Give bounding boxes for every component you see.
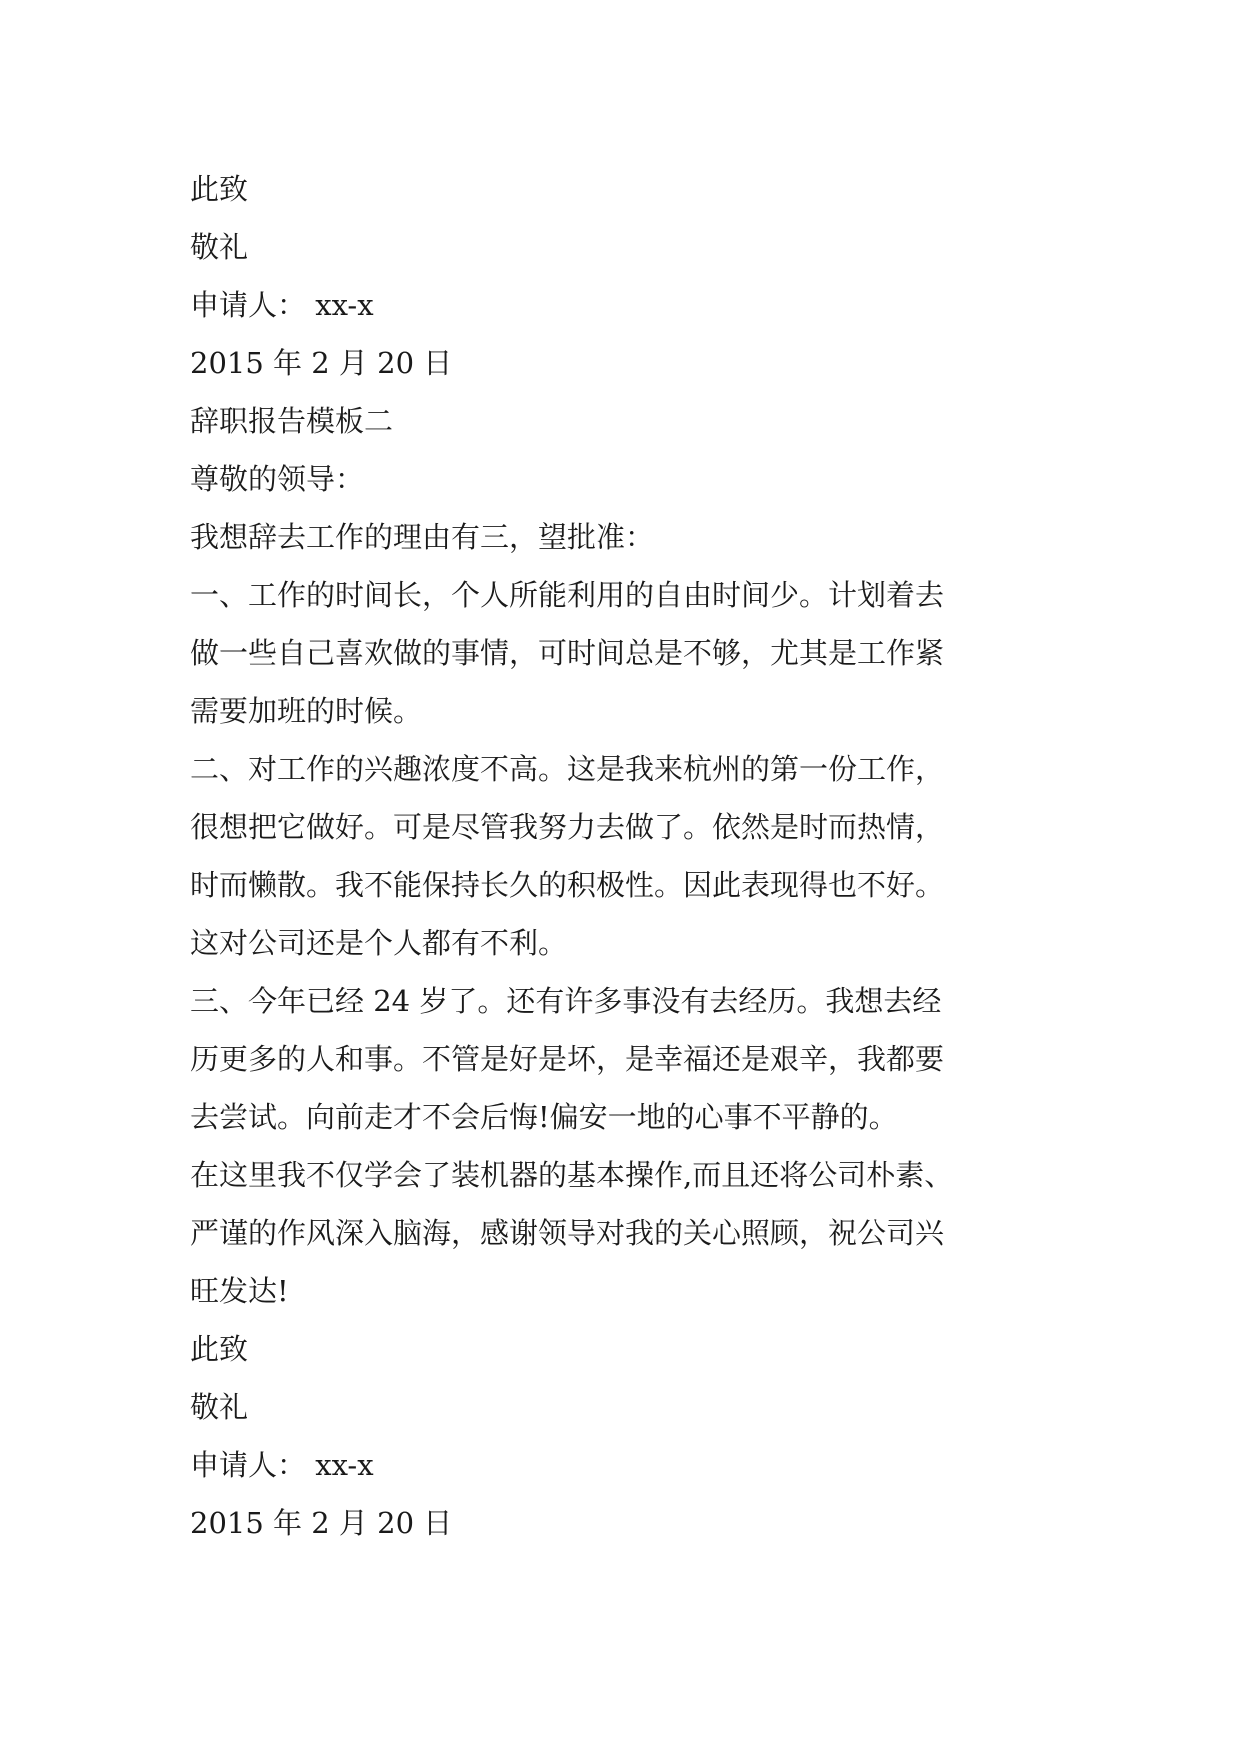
applicant-line: 申请人： xx-x	[190, 1448, 374, 1482]
closing-phrase: 此致	[190, 1332, 249, 1366]
salutation: 敬礼	[190, 230, 249, 264]
body-line: 很想把它做好。可是尽管我努力去做了。依然是时而热情，	[190, 810, 945, 844]
section-title: 辞职报告模板二	[190, 404, 394, 438]
document-body	[190, 160, 1060, 1552]
date-line: 2015 年 2 月 20 日	[190, 346, 453, 380]
body-line: 这对公司还是个人都有不利。	[190, 926, 568, 960]
applicant-line: 申请人： xx-x	[190, 288, 374, 322]
body-line: 需要加班的时候。	[190, 694, 423, 728]
date-line: 2015 年 2 月 20 日	[190, 1506, 453, 1540]
body-line: 历更多的人和事。不管是好是坏，是幸福还是艰辛，我都要	[190, 1042, 945, 1076]
body-line: 时而懒散。我不能保持长久的积极性。因此表现得也不好。	[190, 868, 945, 902]
body-line: 在这里我不仅学会了装机器的基本操作,而且还将公司朴素、	[190, 1158, 954, 1192]
body-line: 做一些自己喜欢做的事情，可时间总是不够，尤其是工作紧	[190, 636, 945, 670]
body-line: 去尝试。向前走才不会后悔!偏安一地的心事不平静的。	[190, 1100, 898, 1134]
salutation: 敬礼	[190, 1390, 249, 1424]
body-line: 旺发达!	[190, 1274, 289, 1308]
closing-phrase: 此致	[190, 172, 249, 206]
body-line: 三、今年已经 24 岁了。还有许多事没有去经历。我想去经	[190, 984, 942, 1018]
greeting: 尊敬的领导：	[190, 462, 365, 496]
body-line: 我想辞去工作的理由有三，望批准：	[190, 520, 655, 554]
body-line: 严谨的作风深入脑海，感谢领导对我的关心照顾，祝公司兴	[190, 1216, 945, 1250]
body-line: 一、工作的时间长，个人所能利用的自由时间少。计划着去	[190, 578, 945, 612]
body-line: 二、对工作的兴趣浓度不高。这是我来杭州的第一份工作，	[190, 752, 945, 786]
